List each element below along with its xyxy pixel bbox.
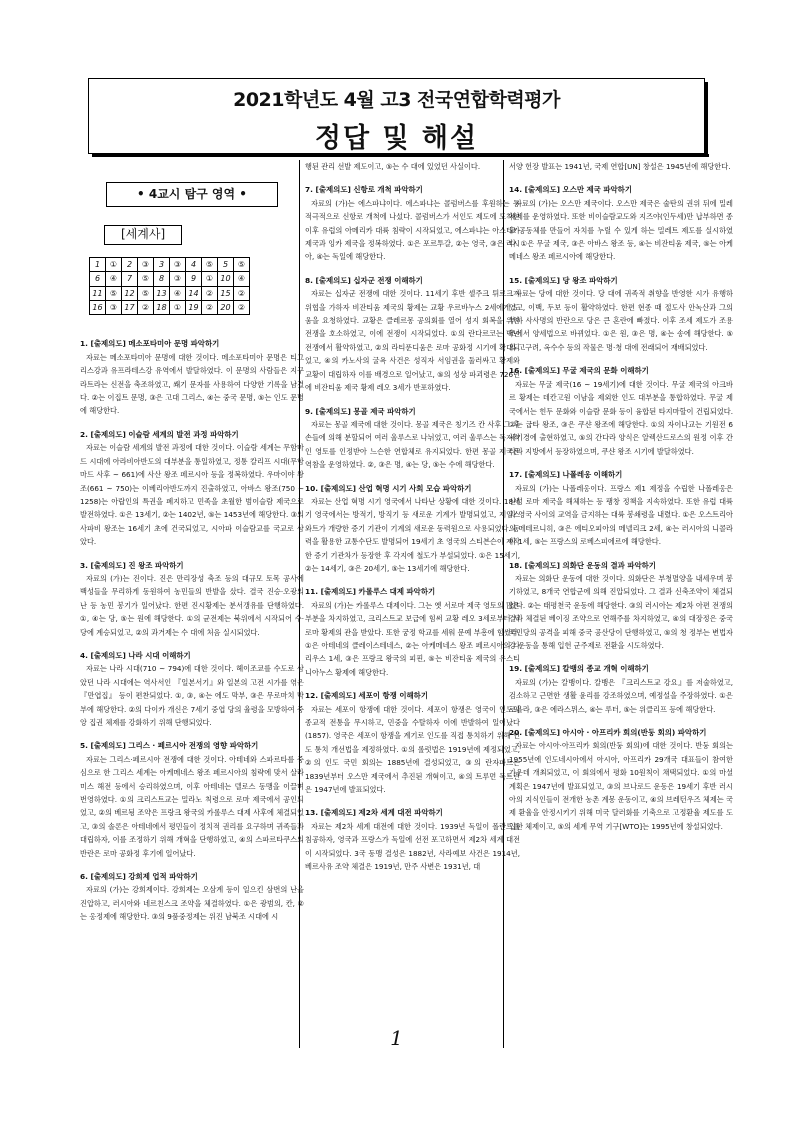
explanation-text: 자료의 (가)는 진이다. 진은 만리장성 축조 등의 대규모 토목 공사에 백성들을 무리하게 동원하여 농민들의 반발을 샀다. 결국 진승·오광의 난 등 농민 봉기가 일어났다. 한편 진시황제는 분서갱유를 단행하였다. ①, ④는 당, ⑤는 원에 해당한다. ①의 균전제는 북위에서 시작되어 수·당에 계승되었고, ②의 과거제는 수 대에 처음 실시되었다.	[80, 573, 304, 637]
answer-row	[90, 272, 250, 286]
question-number: 9	[186, 272, 202, 286]
explanation-text: 자료는 당에 대한 것이다. 당 대에 귀족적 취향을 반영한 시가 유행하였고, 이백, 두보 등이 활약하였다. 한편 현종 때 절도사 안녹산과 그의 부하 사사명의 반란으로 당은 큰 혼란에 빠졌다. 이후 조세 제도가 조용조에서 양세법으로 바뀌었다. ①은 원, ③은 명, ④는 송에 해당한다. ⑤의 고구려, 옥수수 등의 작물은 명·청 대에 전래되어 재배되었다.	[509, 289, 733, 352]
explanation-item	[305, 482, 520, 576]
explanation-item	[80, 428, 304, 549]
question-number: 2	[122, 257, 138, 271]
explanation-text: 자료의 (가)는 에스파냐이다. 에스파냐는 콜럼버스를 후원하는 등 적극적으로 신항로 개척에 나섰다. 콜럼버스가 서인도 제도에 도착한 이후 유럽의 아메리카 대륙 침략이 시작되었고, 에스파냐는 아스테카 제국과 잉카 제국을 정복하였다. ①은 포르투갈, ②는 영국, ③은 러시아, ④는 독일에 해당한다.	[305, 198, 520, 262]
explanation-text: 자료는 아시아·아프리카 회의(반둥 회의)에 대한 것이다. 반둥 회의는 1955년에 인도네시아에서 아시아, 아프리카 29개국 대표들이 참여한 가운데 개최되었고, 이 회의에서 평화 10원칙이 채택되었다. ①의 마셜 계획은 1947년에 발표되었고, ③의 브나로드 운동은 19세기 후반 러시아의 지식인들이 전개한 농촌 계몽 운동이고, ④의 브레턴우즈 체제는 국제 환율을 안정시키기 위해 미국 달러화를 기축으로 고정환율 제도를 도입한 체제이고, ⑤의 세계 무역 기구[WTO]는 1995년에 창설되었다.	[509, 741, 733, 831]
explanation-heading: 3. [출제의도] 진 왕조 파악하기	[80, 560, 184, 570]
explanation-text: 자료는 세포이 항쟁에 대한 것이다. 세포이 항쟁은 영국이 인도의 종교적 전통을 무시하고, 민중을 수탈하자 이에 반발하여 일어났다(1857). 영국은 세포이 항쟁을 계기로 인도를 직접 통치하기 위해 인도 통치 개선법을 제정하였다. ①의 롤럿법은 1919년에 제정되었고, ②의 인도 국민 회의는 1885년에 결성되었고, ③의 란자파트는 1839년부터 오스만 제국에서 추진된 개혁이고, ④의 트루먼 독트린은 1947년에 발표되었다.	[305, 704, 520, 795]
explanation-text: 자료는 그리스·페르시아 전쟁에 대한 것이다. 아테네와 스파르타를 중심으로 한 그리스 세계는 아케메네스 왕조 페르시아의 침략에 맞서 살라미스 해전 등에서 승리하였으며, 이후 아테네는 델로스 동맹을 이끌며 번영하였다. ①의 크리스트교는 밀라노 칙령으로 로마 제국에서 공인되었고, ②의 베르됭 조약은 프랑크 왕국의 카롤루스 대제 사후에 체결되었고, ③의 솔론은 아테네에서 평민들이 정치적 권리를 요구하며 귀족들과 대립하자, 이를 조정하기 위해 개혁을 단행하였고, ④의 스파르타쿠스의 반란은 로마 공화정 후기에 일어났다.	[80, 754, 304, 858]
answer-choice: ⑤	[106, 286, 122, 300]
area-title: • 4교시 탐구 영역 •	[106, 182, 278, 207]
document-title-box	[88, 78, 705, 154]
question-number: 18	[154, 301, 170, 315]
question-number: 1	[90, 257, 106, 271]
explanation-text: 행된 관리 선발 제도이고, ⑤는 수 대에 있었던 사실이다.	[305, 162, 481, 171]
subject-label: [세계사]	[104, 225, 182, 244]
answer-choice: ③	[106, 301, 122, 315]
answer-choice: ③	[170, 257, 186, 271]
explanation-heading: 15. [출제의도] 당 왕조 파악하기	[509, 275, 618, 285]
explanation-heading: 8. [출제의도] 십자군 전쟁 이해하기	[305, 275, 423, 285]
document-subtitle: 정답 및 해설	[314, 123, 479, 154]
explanation-heading: 4. [출제의도] 나라 시대 이해하기	[80, 650, 191, 660]
answer-choice: ②	[202, 286, 218, 300]
explanation-text: 자료는 몽골 제국에 대한 것이다. 몽골 제국은 칭기즈 칸 사후 그 후손들에 의해 분할되어 여러 울루스로 나뉘었고, 여러 울루스는 독자적인 영토를 인정받아 느슨한 연합체로 유지되었다. 한편 몽골 제국은 역참을 운영하였다. ②, ③은 명, ④는 당, ⑤는 수에 해당한다.	[305, 419, 520, 470]
explanation-heading: 7. [출제의도] 신항로 개척 파악하기	[305, 185, 423, 195]
explanation-text: 자료는 의화단 운동에 대한 것이다. 의화단은 부청멸양을 내세우며 봉기하였고, 8개국 연합군에 의해 진압되었다. 그 결과 신축조약이 체결되었다. ②는 태평천국 운동에 해당한다. ③의 러시아는 제2차 아편 전쟁의 결과 체결된 베이징 조약으로 연해주를 차지하였고, ④의 대장정은 중국 국민당의 공격을 피해 중국 공산당이 단행하였고, ⑤의 청 정부는 변법자강 운동을 통해 입헌 군주제로 전환을 시도하였다.	[509, 573, 733, 650]
explanation-heading: 12. [출제의도] 세포이 항쟁 이해하기	[305, 691, 428, 701]
column-1	[80, 160, 304, 924]
answer-choice: ⑤	[234, 257, 250, 271]
question-number: 11	[90, 286, 106, 300]
explanation-text: 자료의 (가)는 강희제이다. 강희제는 오삼계 등이 일으킨 삼번의 난을 진압하고, 러시아와 네르친스크 조약을 체결하였다. ①은 광범의, 칸, ②는 옹정제에 해당한다. ③의 9품중정제는 위진 남북조 시대에 시	[80, 885, 304, 922]
explanation-item	[305, 183, 520, 263]
explanation-item	[80, 649, 304, 729]
explanation-item	[509, 662, 733, 716]
explanation-text: 서양 헌장 발표는 1941년, 국제 연합[UN] 창설은 1945년에 해당한다.	[509, 162, 731, 171]
explanation-item	[80, 337, 304, 417]
explanation-item	[80, 870, 304, 924]
explanation-heading: 19. [출제의도] 칼뱅의 종교 개혁 이해하기	[509, 664, 649, 674]
explanation-item	[305, 160, 520, 173]
column-3	[509, 160, 733, 833]
question-number: 8	[154, 272, 170, 286]
explanation-item	[305, 585, 520, 679]
explanation-item	[305, 405, 520, 472]
explanation-item	[509, 274, 733, 354]
question-number: 13	[154, 286, 170, 300]
explanation-item	[509, 183, 733, 263]
answer-choice: ②	[234, 286, 250, 300]
answer-choice: ④	[170, 286, 186, 300]
explanation-text: 자료의 (가)는 오스만 제국이다. 오스만 제국은 술탄의 권위 뒤에 밀레 체제를 운영하였다. 또한 비이슬람교도와 지즈야(인두세)만 납부하면 종교 공동체를 만들어 자치를 누릴 수 있게 하는 밀레트 제도를 실시하였다. ①은 무굴 제국, ③은 아바스 왕조 등, ④는 비잔티움 제국, ⑤는 아케메네스 왕조 페르시아에 해당한다.	[509, 198, 733, 262]
exam-title: 2021학년도 4월 고3 전국연합학력평가	[233, 89, 560, 111]
answer-row	[90, 257, 250, 271]
answer-choice: ②	[234, 301, 250, 315]
answer-choice: ⑤	[138, 286, 154, 300]
answer-choice: ①	[106, 257, 122, 271]
question-number: 7	[122, 272, 138, 286]
question-number: 17	[122, 301, 138, 315]
answer-choice: ④	[106, 272, 122, 286]
answer-choice: ②	[202, 301, 218, 315]
explanation-heading: 13. [출제의도] 제2차 세계 대전 파악하기	[305, 808, 443, 818]
question-number: 16	[90, 301, 106, 315]
answer-row	[90, 301, 250, 315]
explanation-item	[509, 160, 733, 173]
explanation-heading: 10. [출제의도] 산업 혁명 시기 사회 모습 파악하기	[305, 483, 472, 493]
explanation-text: 자료의 (가)는 칼뱅이다. 칼뱅은 『크리스트교 강요』를 저술하였고, 검소하고 근면한 생활 윤리를 강조하였으며, 예정설을 주장하였다. ①은 로욜라, ③은 에라스뮈스, ④는 루터, ⑤는 위클리프 등에 해당한다.	[509, 677, 733, 714]
explanation-heading: 5. [출제의도] 그리스 · 페르시아 전쟁의 영향 파악하기	[80, 741, 259, 751]
explanation-item	[509, 726, 733, 833]
explanation-item	[305, 689, 520, 796]
answer-choice: ⑤	[202, 257, 218, 271]
question-number: 3	[154, 257, 170, 271]
explanation-heading: 6. [출제의도] 강희제 업적 파악하기	[80, 872, 198, 882]
explanation-item	[80, 739, 304, 860]
page-number: 1	[390, 1026, 403, 1050]
answer-choice: ④	[234, 272, 250, 286]
explanation-item	[80, 559, 304, 639]
explanation-text: 자료는 무굴 제국(16 ~ 19세기)에 대한 것이다. 무굴 제국의 아크바르 황제는 데칸고원 이남을 제외한 인도 대부분을 통합하였다. 무굴 제국에서는 힌두 문화와 이슬람 문화 등이 융합된 타지마할이 건립되었다. ②는 굽타 왕조, ③은 쿠샨 왕조에 해당한다. ①의 자이나교는 기원전 6세기경에 출현하였고, ⑤의 간다라 양식은 알렉산드로스의 원정 이후 간다라 지방에서 등장하였으며, 쿠샨 왕조 시기에 발달하였다.	[509, 379, 733, 456]
explanation-item	[305, 806, 520, 873]
answer-choice: ①	[170, 301, 186, 315]
question-number: 19	[186, 301, 202, 315]
explanation-text: 자료는 십자군 전쟁에 대한 것이다. 11세기 후반 셀주크 튀르크가 위협을 가하자 비잔티움 제국의 황제는 교황 우르바누스 2세에게 도움을 요청하였다. 교황은 클레르몽 공의회를 열어 성지 회복을 위한 전쟁을 호소하였고, 이에 전쟁이 시작되었다. ①의 란다르코는 백년 전쟁에서 활약하였고, ②의 라티푼디움은 로마 공화정 시기에 확대되었고, ④의 카노사의 굴욕 사건은 성직자 서임권을 둘러싸고 황제와 교황이 대립하자 이를 배경으로 일어났고, ⑤의 성상 파괴령은 726년에 비잔티움 제국 황제 레오 3세가 반포하였다.	[305, 289, 520, 393]
question-number: 20	[218, 301, 234, 315]
explanation-item	[305, 274, 520, 395]
question-number: 10	[218, 272, 234, 286]
question-number: 4	[186, 257, 202, 271]
column-2	[305, 160, 520, 874]
explanation-heading: 11. [출제의도] 카롤루스 대제 파악하기	[305, 587, 436, 597]
explanation-heading: 2. [출제의도] 이슬람 세계의 발전 과정 파악하기	[80, 429, 239, 439]
explanation-heading: 18. [출제의도] 의화단 운동의 결과 파악하기	[509, 560, 656, 570]
question-number: 5	[218, 257, 234, 271]
explanation-heading: 1. [출제의도] 메소포타미아 문명 파악하기	[80, 339, 220, 349]
explanation-item	[509, 364, 733, 458]
explanation-text: 자료의 (가)는 카롤루스 대제이다. 그는 옛 서로마 제국 영토의 많은 부분을 차지하였고, 크리스트교 보급에 힘써 교황 레오 3세로부터 서로마 황제의 관을 받았다. 또한 궁정 학교를 세워 문예 부흥에 힘썼다. ①은 아테네의 클레이스테네스, ②는 아케메네스 왕조 페르시아의 다리우스 1세, ③은 프랑크 왕국의 피핀, ⑤는 비잔티움 제국의 유스티니아누스 황제에 해당한다.	[305, 600, 520, 677]
question-number: 14	[186, 286, 202, 300]
answer-choice: ⑤	[138, 272, 154, 286]
explanation-heading: 16. [출제의도] 무굴 제국의 문화 이해하기	[509, 366, 649, 376]
explanation-text: 자료의 (가)는 나폴레옹이다. 프랑스 제1 제정을 수립한 나폴레옹은 신성 로마 제국을 해체하는 등 팽창 정책을 지속하였다. 또한 유럽 대륙과 영국 사이의 교역을 금지하는 대륙 봉쇄령을 내렸다. ①은 오스트리아의 메테르니히, ③은 에티오피아의 메넬리크 2세, ④는 러시아의 니콜라이 1세, ⑤는 프랑스의 로베스피에르에 해당한다.	[509, 483, 733, 547]
explanation-heading: 20. [출제의도] 아시아 · 아프리카 회의(반둥 회의) 파악하기	[509, 728, 707, 738]
explanation-heading: 14. [출제의도] 오스만 제국 파악하기	[509, 185, 632, 195]
answer-row	[90, 286, 250, 300]
question-number: 12	[122, 286, 138, 300]
explanation-item	[509, 468, 733, 548]
question-number: 6	[90, 272, 106, 286]
explanation-text: 자료는 메소포타미아 문명에 대한 것이다. 메소포타미아 문명은 티그리스강과 유프라테스강 유역에서 발달하였다. 이 문명의 사람들은 지구라트라는 신전을 축조하였고, 쐐기 문자를 사용하여 다양한 기록을 남겼다. ②는 이집트 문명, ③은 고대 그리스, ④는 중국 문명, ⑤는 인도 문명에 해당한다.	[80, 352, 304, 416]
explanation-item	[509, 559, 733, 653]
explanation-text: 자료는 이슬람 세계의 발전 과정에 대한 것이다. 이슬람 세계는 무함마드 시대에 아라비아반도의 대부분을 통일하였고, 정통 칼리프 시대(무함마드 사후 ~ 661)에 사산 왕조 페르시아 등을 정복하였다. 우마이야 왕조(661 ~ 750)는 이베리아반도까지 진출하였고, 아바스 왕조(750 ~ 1258)는 아랍인의 특권을 폐지하고 민족을 초월한 범이슬람 제국으로 발전하였다. ①은 13세기, ②는 1402년, ⑤는 1453년에 해당한다. ③의 사파비 왕조는 16세기 초에 건국되었고, 시아파 이슬람교를 국교로 삼았다.	[80, 443, 304, 547]
answer-choice: ①	[202, 272, 218, 286]
explanation-heading: 9. [출제의도] 몽골 제국 파악하기	[305, 406, 416, 416]
question-number: 15	[218, 286, 234, 300]
answer-choice: ③	[138, 257, 154, 271]
explanation-text: 자료는 나라 시대(710 ~ 794)에 대한 것이다. 헤이조쿄를 수도로 삼았던 나라 시대에는 역사서인 『일본서기』와 일본의 고전 시가를 엮은 『만엽집』 등이 편찬되었다. ①, ③, ④는 에도 막부, ③은 무로마치 막부에 해당한다. ②의 다이카 개신은 7세기 중엽 당의 율령을 모방하여 중앙 집권 체제를 강화하기 위해 단행되었다.	[80, 664, 304, 727]
answer-table	[89, 257, 250, 316]
answer-choice: ②	[138, 301, 154, 315]
explanation-text: 자료는 산업 혁명 시기 영국에서 나타난 상황에 대한 것이다. 18세기 영국에서는 방적기, 방직기 등 새로운 기계가 발명되었고, 제임스 와트가 개량한 증기 기관이 기계의 새로운 동력원으로 사용되었다. 동력을 활용한 교통수단도 발명되어 19세기 초 영국의 스티븐슨이 제작한 증기 기관차가 등장한 후 각지에 철도가 부설되었다. ①은 15세기, ②는 14세기, ③은 20세기, ⑤는 13세기에 해당한다.	[305, 496, 520, 573]
explanation-text: 자료는 제2차 세계 대전에 대한 것이다. 1939년 독일이 폴란드를 침공하자, 영국과 프랑스가 독일에 선전 포고하면서 제2차 세계 대전이 시작되었다. 3국 동맹 결성은 1882년, 사라예보 사건은 1914년, 베르사유 조약 체결은 1919년, 만주 사변은 1931년, 대	[305, 821, 520, 872]
explanation-heading: 17. [출제의도] 나폴레옹 이해하기	[509, 470, 623, 480]
answer-choice: ③	[170, 272, 186, 286]
